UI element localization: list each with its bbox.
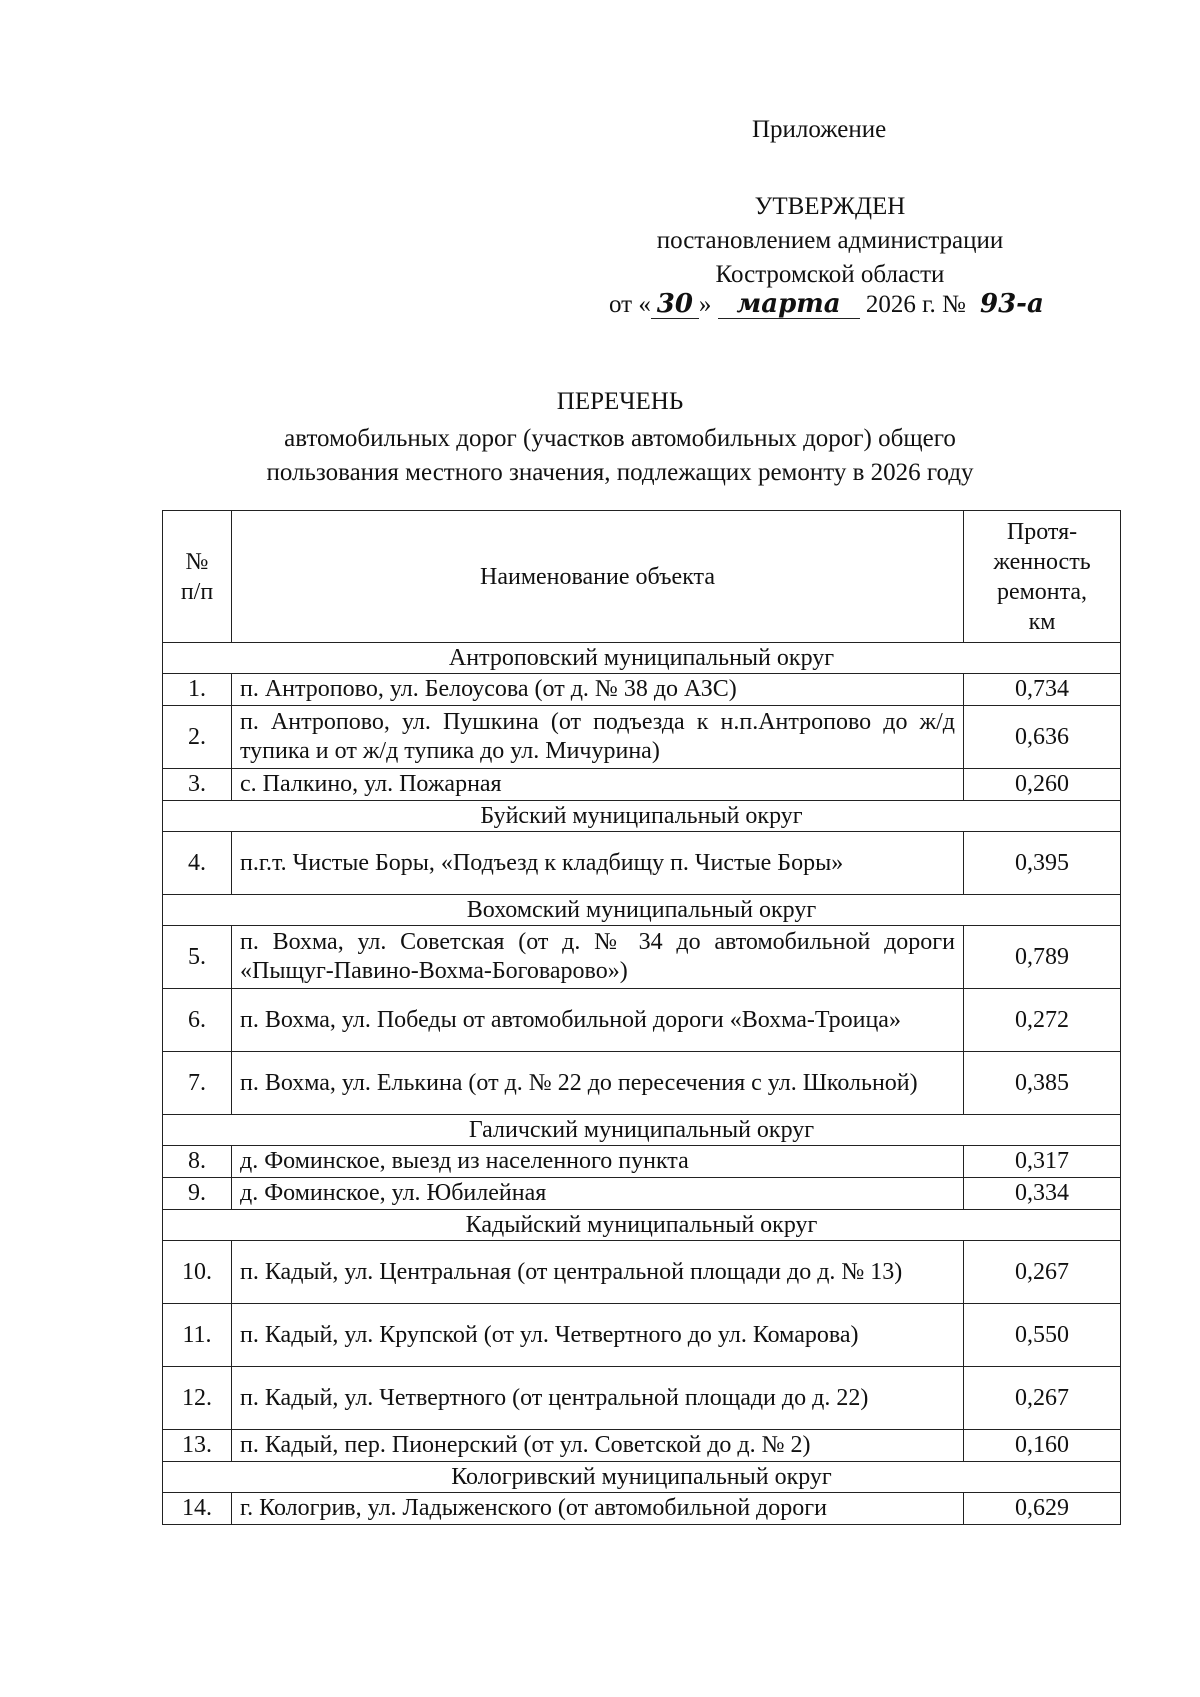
decree-date-line <box>609 290 1058 319</box>
table-row <box>163 926 1121 989</box>
table-header-row <box>163 511 1121 643</box>
approved-by-line-1: постановлением администрации <box>656 227 1004 254</box>
row-object-name: п. Антропово, ул. Пушкина (от подъезда к н.п.Антропово до ж/д тупика и от ж/д тупика до ул. Мичурина) <box>232 706 964 769</box>
row-length: 0,260 <box>964 769 1121 801</box>
district-name: Галичский муниципальный округ <box>163 1115 1121 1146</box>
row-number: 2. <box>163 706 232 769</box>
table-row <box>163 1241 1121 1304</box>
row-number: 13. <box>163 1430 232 1462</box>
row-number: 6. <box>163 989 232 1052</box>
row-number: 4. <box>163 832 232 895</box>
row-number: 11. <box>163 1304 232 1367</box>
table-row <box>163 769 1121 801</box>
district-name: Буйский муниципальный округ <box>163 801 1121 832</box>
row-length: 0,629 <box>964 1493 1121 1525</box>
row-length: 0,267 <box>964 1367 1121 1430</box>
row-number: 12. <box>163 1367 232 1430</box>
subtitle-line-1: автомобильных дорог (участков автомобильных дорог) общего <box>284 425 956 452</box>
table-row <box>163 1146 1121 1178</box>
district-row <box>163 1210 1121 1241</box>
row-object-name: п. Вохма, ул. Советская (от д. № 34 до автомобильной дороги «Пыщуг-Павино-Вохма-Боговарово») <box>232 926 964 989</box>
table-row <box>163 1052 1121 1115</box>
approved-heading: УТВЕРЖДЕН <box>754 193 906 220</box>
header-number-line-1: № <box>185 548 209 575</box>
district-row <box>163 895 1121 926</box>
row-number: 9. <box>163 1178 232 1210</box>
handwritten-month: марта <box>718 290 860 319</box>
handwritten-decree-number: 93-а <box>979 289 1044 319</box>
row-number: 5. <box>163 926 232 989</box>
row-object-name: п. Вохма, ул. Елькина (от д. № 22 до пересечения с ул. Школьной) <box>232 1052 964 1115</box>
district-name: Кадыйский муниципальный округ <box>163 1210 1121 1241</box>
row-object-name: п. Кадый, ул. Крупской (от ул. Четвертного до ул. Комарова) <box>232 1304 964 1367</box>
table-row <box>163 1367 1121 1430</box>
document-subtitle <box>190 422 1050 490</box>
header-number <box>163 511 232 643</box>
row-length: 0,550 <box>964 1304 1121 1367</box>
table-row <box>163 1493 1121 1525</box>
date-mid: » <box>698 291 712 318</box>
district-name: Антроповский муниципальный округ <box>163 643 1121 674</box>
row-number: 8. <box>163 1146 232 1178</box>
row-length: 0,272 <box>964 989 1121 1052</box>
row-length: 0,395 <box>964 832 1121 895</box>
row-number: 1. <box>163 674 232 706</box>
date-year: 2026 г. № <box>865 291 966 318</box>
row-length: 0,334 <box>964 1178 1121 1210</box>
district-row <box>163 1115 1121 1146</box>
roads-table <box>162 510 1121 1525</box>
table-row <box>163 1304 1121 1367</box>
table-row <box>163 832 1121 895</box>
row-object-name: п. Вохма, ул. Победы от автомобильной дороги «Вохма-Троица» <box>232 989 964 1052</box>
row-number: 14. <box>163 1493 232 1525</box>
row-object-name: п. Кадый, ул. Четвертного (от центральной площади до д. 22) <box>232 1367 964 1430</box>
row-length: 0,267 <box>964 1241 1121 1304</box>
row-length: 0,317 <box>964 1146 1121 1178</box>
header-number-line-2: п/п <box>180 578 214 605</box>
row-length: 0,160 <box>964 1430 1121 1462</box>
row-number: 3. <box>163 769 232 801</box>
row-length: 0,789 <box>964 926 1121 989</box>
table-row <box>163 1178 1121 1210</box>
row-object-name: г. Кологрив, ул. Ладыженского (от автомобильной дороги <box>232 1493 964 1525</box>
district-row <box>163 1462 1121 1493</box>
district-name: Вохомский муниципальный округ <box>163 895 1121 926</box>
row-object-name: с. Палкино, ул. Пожарная <box>232 769 964 801</box>
header-object-name: Наименование объекта <box>232 511 964 643</box>
row-length: 0,636 <box>964 706 1121 769</box>
row-number: 10. <box>163 1241 232 1304</box>
header-length-line-2: женность <box>993 548 1091 575</box>
header-length-line-4: км <box>1028 608 1056 635</box>
row-object-name: д. Фоминское, выезд из населенного пункта <box>232 1146 964 1178</box>
row-object-name: п. Антропово, ул. Белоусова (от д. № 38 до АЗС) <box>232 674 964 706</box>
district-name: Кологривский муниципальный округ <box>163 1462 1121 1493</box>
district-row <box>163 643 1121 674</box>
subtitle-line-2: пользования местного значения, подлежащих ремонту в 2026 году <box>266 459 974 486</box>
row-object-name: п. Кадый, пер. Пионерский (от ул. Советской до д. № 2) <box>232 1430 964 1462</box>
row-length: 0,385 <box>964 1052 1121 1115</box>
row-object-name: п. Кадый, ул. Центральная (от центральной площади до д. № 13) <box>232 1241 964 1304</box>
header-length-line-1: Протя- <box>1006 518 1078 545</box>
header-length-line-3: ремонта, <box>996 578 1088 605</box>
table-row <box>163 674 1121 706</box>
header-length <box>964 511 1121 643</box>
table-row <box>163 706 1121 769</box>
table-row <box>163 989 1121 1052</box>
date-prefix: от « <box>609 291 651 318</box>
row-length: 0,734 <box>964 674 1121 706</box>
table-row <box>163 1430 1121 1462</box>
approval-block <box>590 190 1070 292</box>
row-object-name: д. Фоминское, ул. Юбилейная <box>232 1178 964 1210</box>
document-title: ПЕРЕЧЕНЬ <box>556 388 684 415</box>
appendix-label: Приложение <box>752 116 887 143</box>
district-row <box>163 801 1121 832</box>
row-number: 7. <box>163 1052 232 1115</box>
row-object-name: п.г.т. Чистые Боры, «Подъезд к кладбищу п. Чистые Боры» <box>232 832 964 895</box>
approved-by-line-2: Костромской области <box>715 261 945 288</box>
handwritten-day: 30 <box>651 290 699 319</box>
